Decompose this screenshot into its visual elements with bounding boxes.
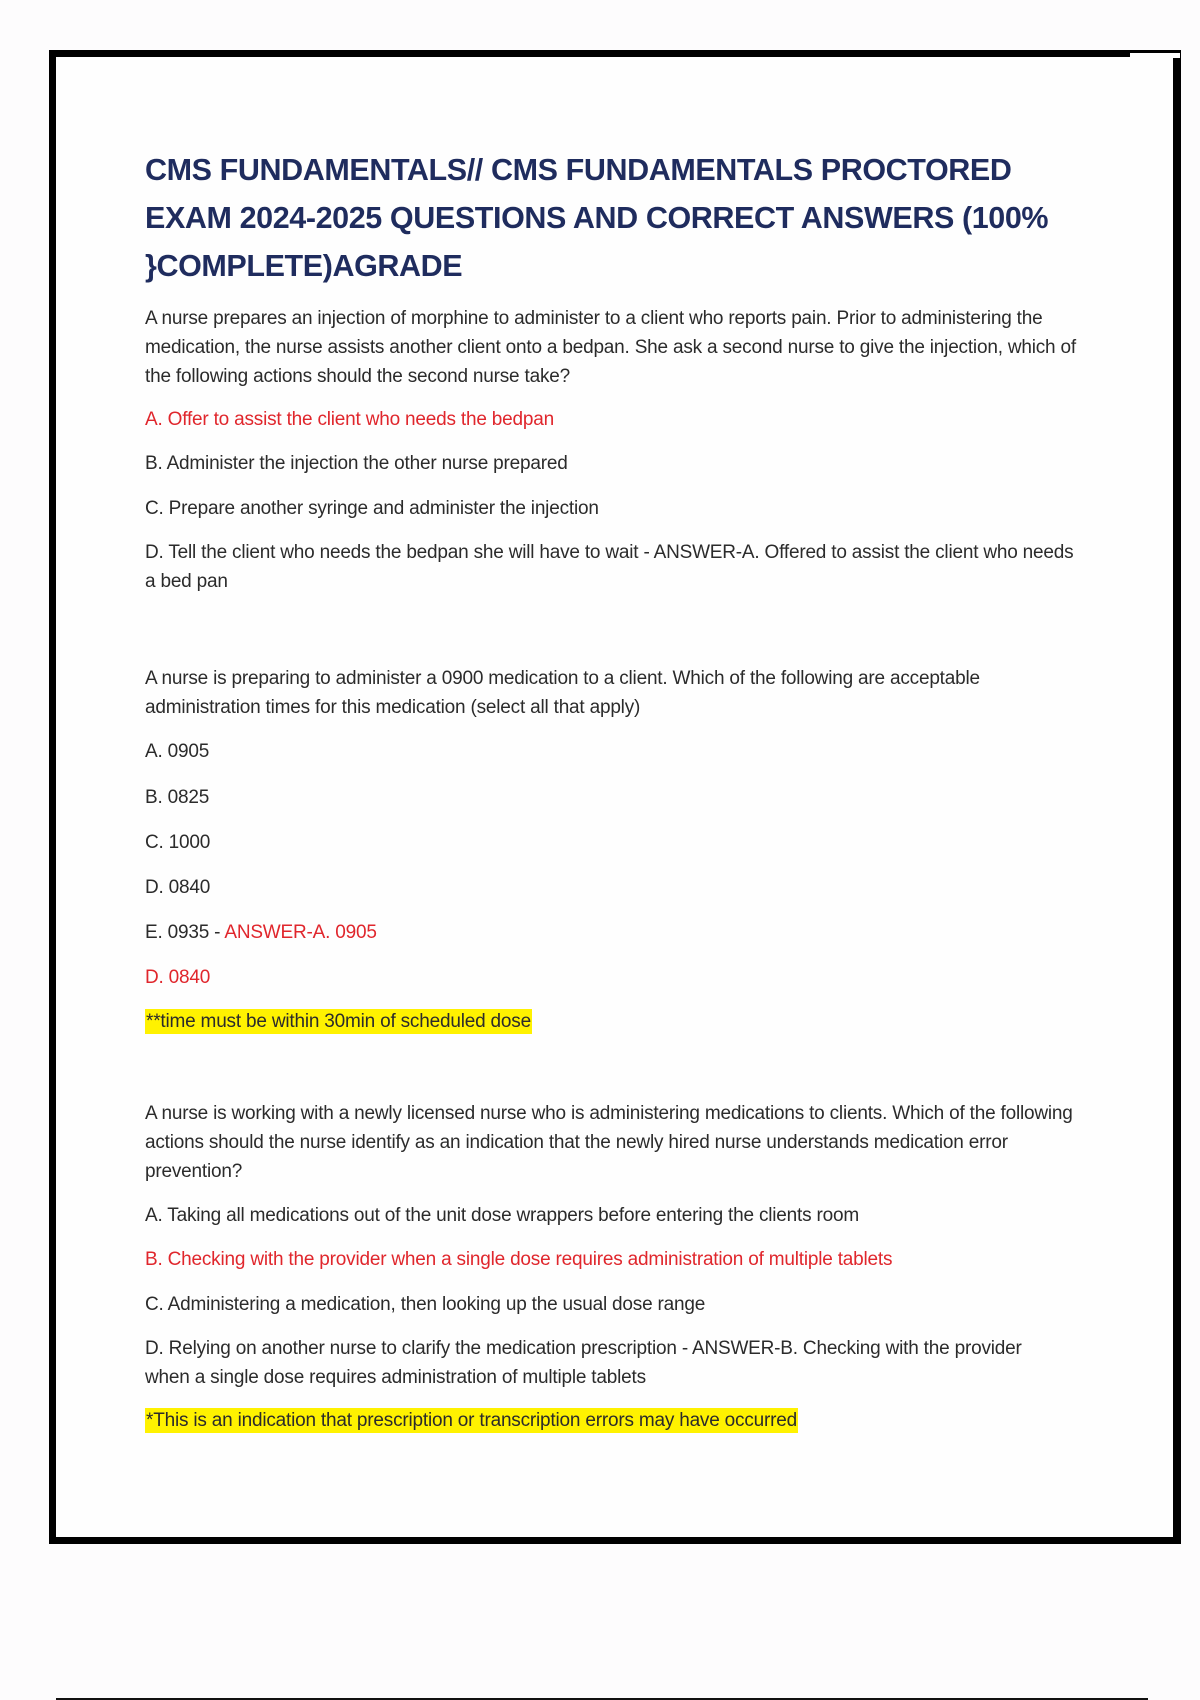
question-3-option-d: D. Relying on another nurse to clarify the medication prescription - ANSWER-B. Checking with the provider when a single dose requires administration of multiple tablets (145, 1338, 1022, 1388)
question-1-option-d: D. Tell the client who needs the bedpan she will have to wait - ANSWER-A. Offered to assist the client who needs a bed pan (145, 542, 1074, 592)
question-3 (145, 1099, 1105, 1435)
question-2-extra-answer: D. 0840 (145, 967, 211, 988)
question-3-option-a: A. Taking all medications out of the unit dose wrappers before entering the clients room (145, 1205, 859, 1226)
document-title: CMS FUNDAMENTALS// CMS FUNDAMENTALS PROCTORED EXAM 2024-2025 QUESTIONS AND CORRECT ANSWERS (100% }COMPLETE)AGRADE (145, 153, 1049, 283)
question-3-option-b: B. Checking with the provider when a single dose requires administration of multiple tablets (145, 1249, 893, 1270)
question-2-option-e (145, 918, 1105, 947)
question-1-option-a: A. Offer to assist the client who needs the bedpan (145, 409, 554, 430)
question-2 (145, 664, 1105, 1036)
question-2-option-b: B. 0825 (145, 787, 210, 808)
question-3-option-c: C. Administering a medication, then looking up the usual dose range (145, 1294, 706, 1315)
question-2-answer: ANSWER-A. 0905 (224, 922, 377, 943)
question-2-option-a: A. 0905 (145, 741, 210, 762)
border-notch (1130, 53, 1180, 58)
question-3-stem: A nurse is working with a newly licensed nurse who is administering medications to clients. Which of the following actions should the nurse identify as an indication that the newly hired nurse understands medication error prevention? (145, 1103, 1073, 1182)
question-2-option-e-text: E. 0935 - (145, 922, 225, 943)
question-2-note-highlight: **time must be within 30min of scheduled dose (146, 1011, 531, 1032)
question-2-stem: A nurse is preparing to administer a 0900 medication to a client. Which of the following are acceptable administration times for this medication (select all that apply) (145, 668, 980, 718)
question-1-option-b: B. Administer the injection the other nurse prepared (145, 453, 568, 474)
question-2-option-c: C. 1000 (145, 832, 211, 853)
question-1-stem: A nurse prepares an injection of morphine to administer to a client who reports pain. Prior to administering the medication, the nurse assists another client onto a bedpan. She ask a second nurse to give the injection, which of the following actions should the second nurse take? (145, 308, 1076, 387)
question-3-note-highlight: *This is an indication that prescription or transcription errors may have occurred (146, 1410, 798, 1431)
question-1 (145, 304, 1105, 596)
question-2-option-d: D. 0840 (145, 877, 211, 898)
question-1-option-c: C. Prepare another syringe and administer the injection (145, 498, 599, 519)
